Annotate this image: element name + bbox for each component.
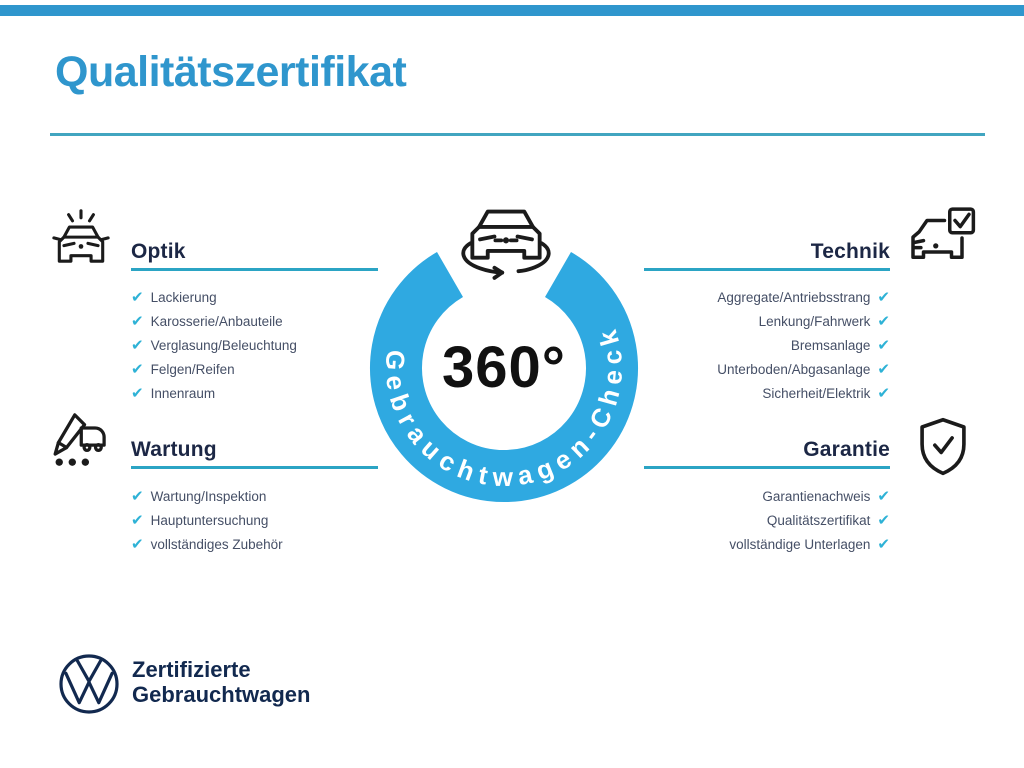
check-icon: ✔ (131, 511, 144, 529)
check-icon: ✔ (877, 535, 890, 553)
check-icon: ✔ (877, 384, 890, 402)
badge-ring-label: Gebrauchtwagen-Check (379, 325, 629, 493)
section-technik-title: Technik (810, 240, 890, 263)
checklist-item-label: Hauptuntersuchung (150, 513, 269, 528)
service-checklist-icon (47, 410, 109, 472)
checklist-item (131, 537, 391, 552)
checklist-item-label: Aggregate/Antriebsstrang (717, 290, 871, 305)
check-icon: ✔ (877, 511, 890, 529)
section-wartung-title: Wartung (131, 438, 217, 461)
brand-line2: Gebrauchtwagen (132, 682, 311, 707)
checklist-item-label: Innenraum (150, 386, 216, 401)
shield-check-icon (917, 417, 969, 477)
brand-line1: Zertifizierte (132, 657, 251, 682)
checklist-item (630, 290, 890, 305)
checklist-item (131, 362, 391, 377)
checklist-item-label: Lackierung (150, 290, 217, 305)
check-icon: ✔ (131, 312, 144, 330)
section-garantie-title: Garantie (803, 438, 890, 461)
car-rotation-icon (448, 200, 564, 300)
section-optik-title: Optik (131, 240, 186, 263)
checklist-item-label: Felgen/Reifen (150, 362, 235, 377)
checklist-item (630, 314, 890, 329)
wartung-checklist (131, 489, 391, 561)
checklist-item (131, 314, 391, 329)
checklist-item-label: Lenkung/Fahrwerk (758, 314, 871, 329)
check-icon: ✔ (877, 336, 890, 354)
checklist-item-label: Bremsanlage (790, 338, 871, 353)
page-title: Qualitätszertifikat (55, 48, 407, 96)
title-divider (50, 133, 985, 136)
car-checked-icon (906, 206, 976, 270)
section-wartung (131, 438, 378, 469)
check-icon: ✔ (131, 288, 144, 306)
checklist-item (630, 537, 890, 552)
section-technik (644, 240, 890, 271)
car-shine-icon (50, 208, 112, 274)
check-icon: ✔ (131, 535, 144, 553)
check-icon: ✔ (131, 360, 144, 378)
brand-text (132, 657, 310, 707)
checklist-item-label: Unterboden/Abgasanlage (717, 362, 871, 377)
checklist-item-label: Sicherheit/Elektrik (762, 386, 871, 401)
check-icon: ✔ (877, 487, 890, 505)
checklist-item-label: vollständige Unterlagen (729, 537, 871, 552)
check-icon: ✔ (877, 360, 890, 378)
checklist-item (630, 362, 890, 377)
checklist-item-label: Verglasung/Beleuchtung (150, 338, 297, 353)
checklist-item-label: vollständiges Zubehör (150, 537, 283, 552)
check-icon: ✔ (877, 288, 890, 306)
checklist-item (630, 513, 890, 528)
check-icon: ✔ (131, 384, 144, 402)
technik-checklist (630, 290, 890, 410)
vw-logo (57, 652, 121, 716)
checklist-item (131, 489, 391, 504)
optik-checklist (131, 290, 391, 410)
top-accent-bar (0, 5, 1024, 16)
checklist-item-label: Qualitätszertifikat (766, 513, 871, 528)
badge-value: 360° (442, 335, 566, 400)
checklist-item (131, 513, 391, 528)
check-icon: ✔ (131, 487, 144, 505)
checklist-item (630, 338, 890, 353)
checklist-item (131, 338, 391, 353)
checklist-item (630, 489, 890, 504)
check-icon: ✔ (877, 312, 890, 330)
check-icon: ✔ (131, 336, 144, 354)
garantie-checklist (630, 489, 890, 561)
checklist-item-label: Karosserie/Anbauteile (150, 314, 283, 329)
checklist-item (131, 386, 391, 401)
checklist-item (630, 386, 890, 401)
section-garantie (644, 438, 890, 469)
checklist-item-label: Wartung/Inspektion (150, 489, 267, 504)
checklist-item-label: Garantienachweis (762, 489, 871, 504)
checklist-item (131, 290, 391, 305)
section-optik (131, 240, 378, 271)
